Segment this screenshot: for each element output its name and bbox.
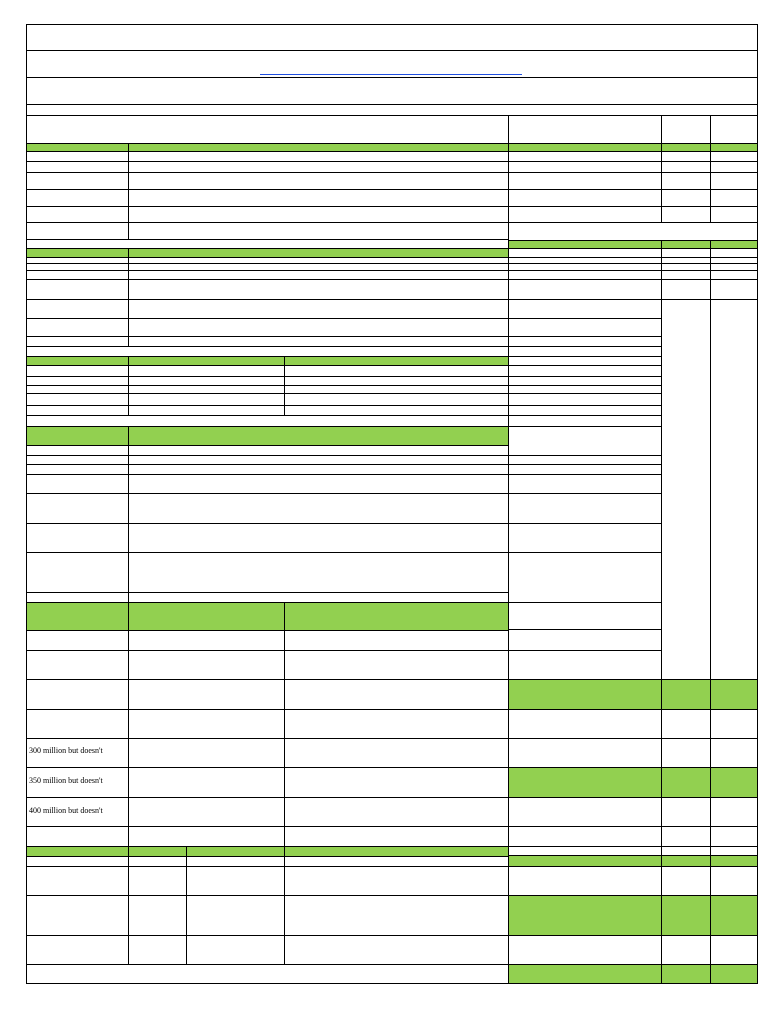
grid-line-h [26, 415, 662, 416]
grid-line-v [186, 846, 187, 965]
row-label-300: 300 million but doesn't [29, 746, 103, 755]
green-header-cell [508, 680, 757, 710]
grid-line-v [26, 24, 27, 984]
grid-line-h [26, 77, 758, 78]
grid-line-v [128, 602, 129, 965]
grid-line-v [661, 240, 662, 984]
grid-line-h [26, 895, 758, 896]
link-underline[interactable] [260, 74, 522, 75]
grid-line-h [26, 445, 509, 446]
grid-line-h [26, 767, 758, 768]
grid-line-v [128, 143, 129, 240]
grid-line-h [26, 279, 758, 280]
grid-line-v [128, 426, 129, 603]
green-header-cell [26, 603, 508, 630]
grid-line-h [26, 143, 758, 144]
grid-line-h [26, 206, 758, 207]
grid-line-h [26, 797, 758, 798]
green-header-cell [26, 426, 508, 445]
grid-line-h [508, 855, 758, 856]
grid-line-h [26, 650, 662, 651]
grid-line-v [757, 24, 758, 984]
green-header-cell [26, 846, 508, 856]
grid-line-h [26, 336, 662, 337]
grid-line-h [26, 115, 758, 116]
green-header-cell [26, 144, 757, 151]
grid-line-h [26, 172, 758, 173]
grid-line-h [26, 866, 758, 867]
grid-line-h [26, 248, 758, 249]
grid-line-h [508, 240, 758, 241]
grid-line-h [26, 270, 758, 271]
grid-line-h [26, 161, 758, 162]
grid-line-h [26, 493, 662, 494]
grid-line-h [26, 592, 509, 593]
grid-line-v [284, 356, 285, 416]
grid-line-h [26, 365, 662, 366]
grid-line-h [26, 376, 662, 377]
grid-line-h [26, 50, 758, 51]
grid-line-v [710, 115, 711, 223]
grid-line-h [26, 474, 662, 475]
grid-line-h [26, 24, 758, 25]
green-header-cell [26, 249, 508, 257]
grid-line-h [26, 602, 662, 603]
green-header-cell [508, 768, 757, 797]
grid-line-v [508, 115, 509, 984]
grid-line-h [26, 552, 662, 553]
row-label-400: 400 million but doesn't [29, 806, 103, 815]
grid-line-h [26, 239, 509, 240]
grid-line-h [26, 263, 758, 264]
grid-line-h [26, 426, 662, 427]
grid-line-h [26, 151, 758, 152]
grid-line-h [26, 385, 662, 386]
grid-line-h [26, 405, 662, 406]
grid-line-h [26, 257, 758, 258]
grid-line-h [26, 935, 758, 936]
green-header-cell [508, 896, 757, 935]
grid-line-h [26, 630, 509, 631]
green-header-cell [508, 964, 757, 983]
grid-line-h [26, 846, 758, 847]
grid-line-v [128, 356, 129, 416]
grid-line-h [26, 738, 758, 739]
grid-line-h [26, 346, 662, 347]
grid-line-v [128, 248, 129, 347]
grid-line-h [26, 464, 662, 465]
grid-line-h [26, 393, 662, 394]
grid-line-h [26, 104, 758, 105]
grid-line-v [284, 846, 285, 965]
grid-line-h [26, 356, 662, 357]
grid-line-h [26, 826, 758, 827]
grid-line-h [26, 679, 758, 680]
grid-line-v [661, 115, 662, 223]
row-label-350: 350 million but doesn't [29, 776, 103, 785]
grid-line-h [26, 856, 509, 857]
grid-line-h [26, 983, 758, 984]
grid-line-h [26, 318, 662, 319]
grid-line-h [26, 222, 758, 223]
grid-line-h [26, 523, 662, 524]
grid-line-h [26, 299, 758, 300]
green-header-cell [26, 357, 508, 365]
grid-line-h [26, 455, 662, 456]
grid-line-v [284, 602, 285, 847]
grid-line-h [26, 189, 758, 190]
grid-line-h [508, 629, 662, 630]
grid-line-v [710, 240, 711, 984]
green-header-cell [508, 856, 757, 866]
grid-line-h [26, 709, 758, 710]
green-header-cell [508, 240, 757, 248]
grid-line-h [26, 964, 758, 965]
